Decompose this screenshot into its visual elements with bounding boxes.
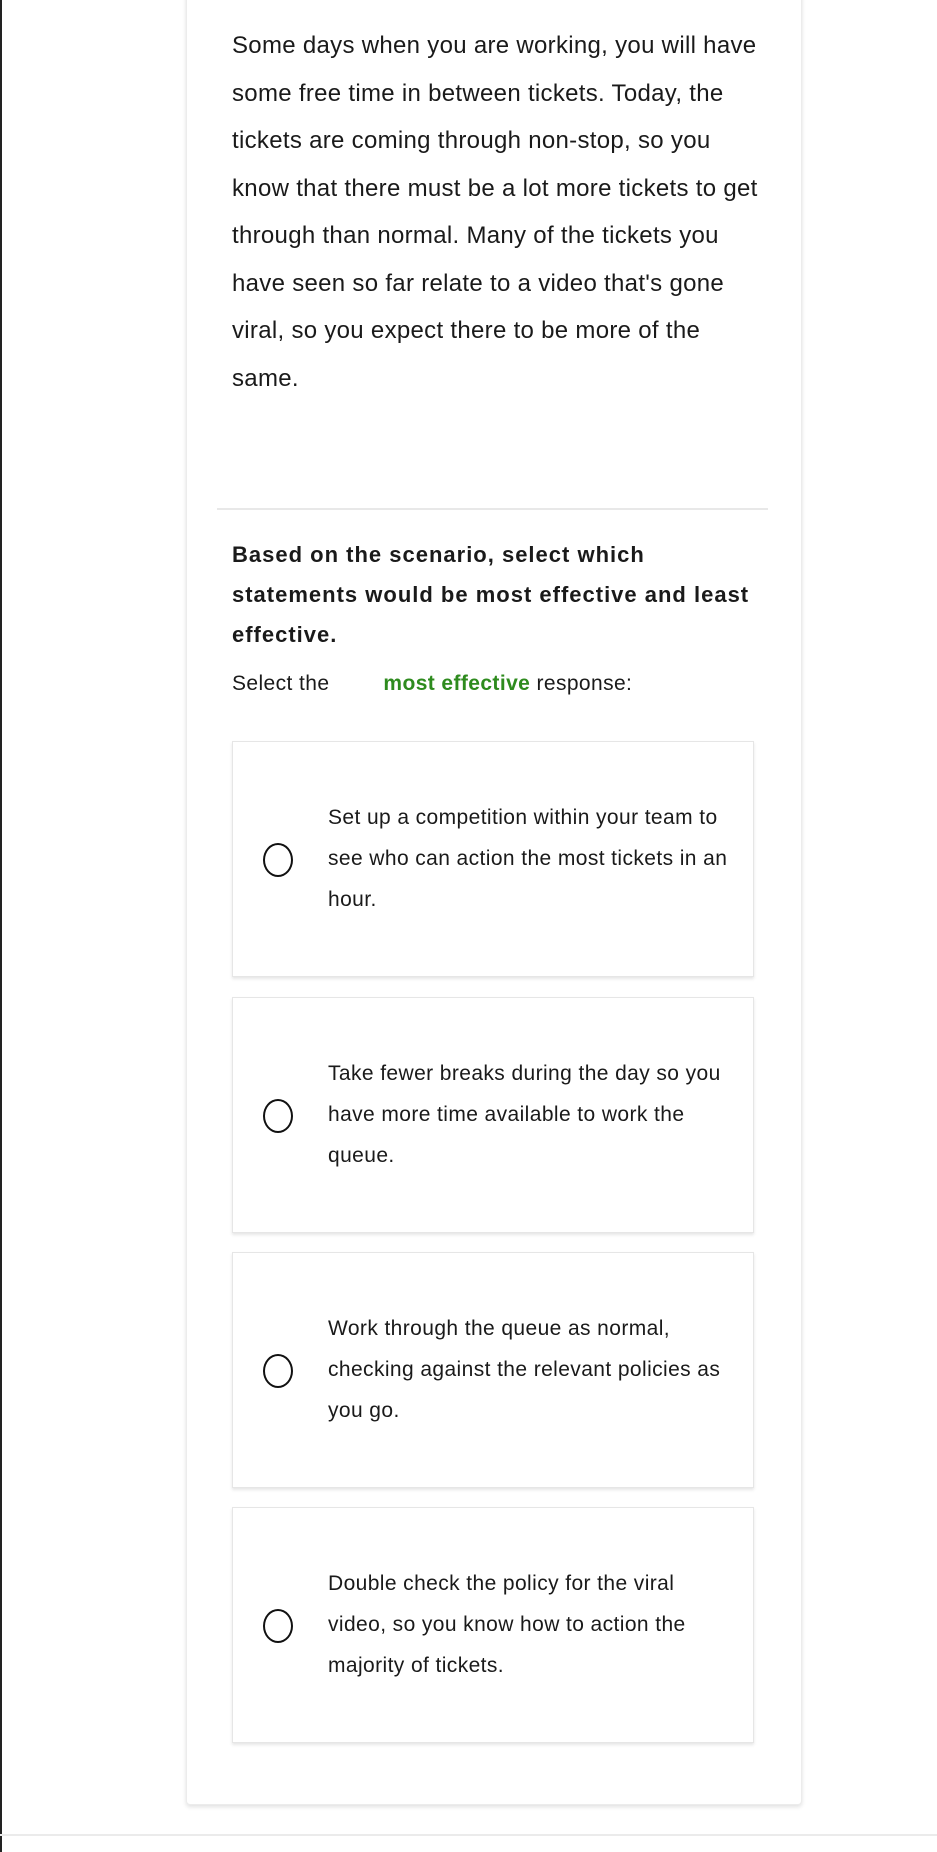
option-label: Take fewer breaks during the day so you have more time available to work the queue. xyxy=(328,1062,721,1167)
radio-button[interactable] xyxy=(263,1609,293,1643)
radio-button[interactable] xyxy=(263,843,293,877)
option-card-4[interactable] xyxy=(232,1507,754,1743)
radio-button[interactable] xyxy=(263,1099,293,1133)
prompt-prefix: Select the xyxy=(232,672,330,695)
prompt-suffix: response: xyxy=(530,672,633,695)
option-card-2[interactable] xyxy=(232,997,754,1233)
divider xyxy=(217,508,768,510)
option-label: Double check the policy for the viral video, so you know how to action the majority of tickets. xyxy=(328,1572,686,1677)
option-card-3[interactable] xyxy=(232,1252,754,1488)
left-border xyxy=(0,0,2,1852)
scenario-text: Some days when you are working, you will have some free time in between tickets. Today, the tickets are coming through non-stop, so you know that there must be a lot more tickets to get through than normal. Many of the tickets you have seen so far relate to a video that's gone viral, so you expect there to be more of the same. xyxy=(232,32,758,392)
bottom-divider xyxy=(0,1834,937,1836)
prompt-text xyxy=(232,672,632,696)
option-label: Work through the queue as normal, checking against the relevant policies as you go. xyxy=(328,1317,721,1422)
prompt-highlight: most effective xyxy=(383,672,531,695)
option-label: Set up a competition within your team to see who can action the most tickets in an hour. xyxy=(328,806,728,911)
question-text: Based on the scenario, select which statements would be most effective and least effective. xyxy=(232,542,750,647)
radio-button[interactable] xyxy=(263,1354,293,1388)
option-card-1[interactable] xyxy=(232,741,754,977)
